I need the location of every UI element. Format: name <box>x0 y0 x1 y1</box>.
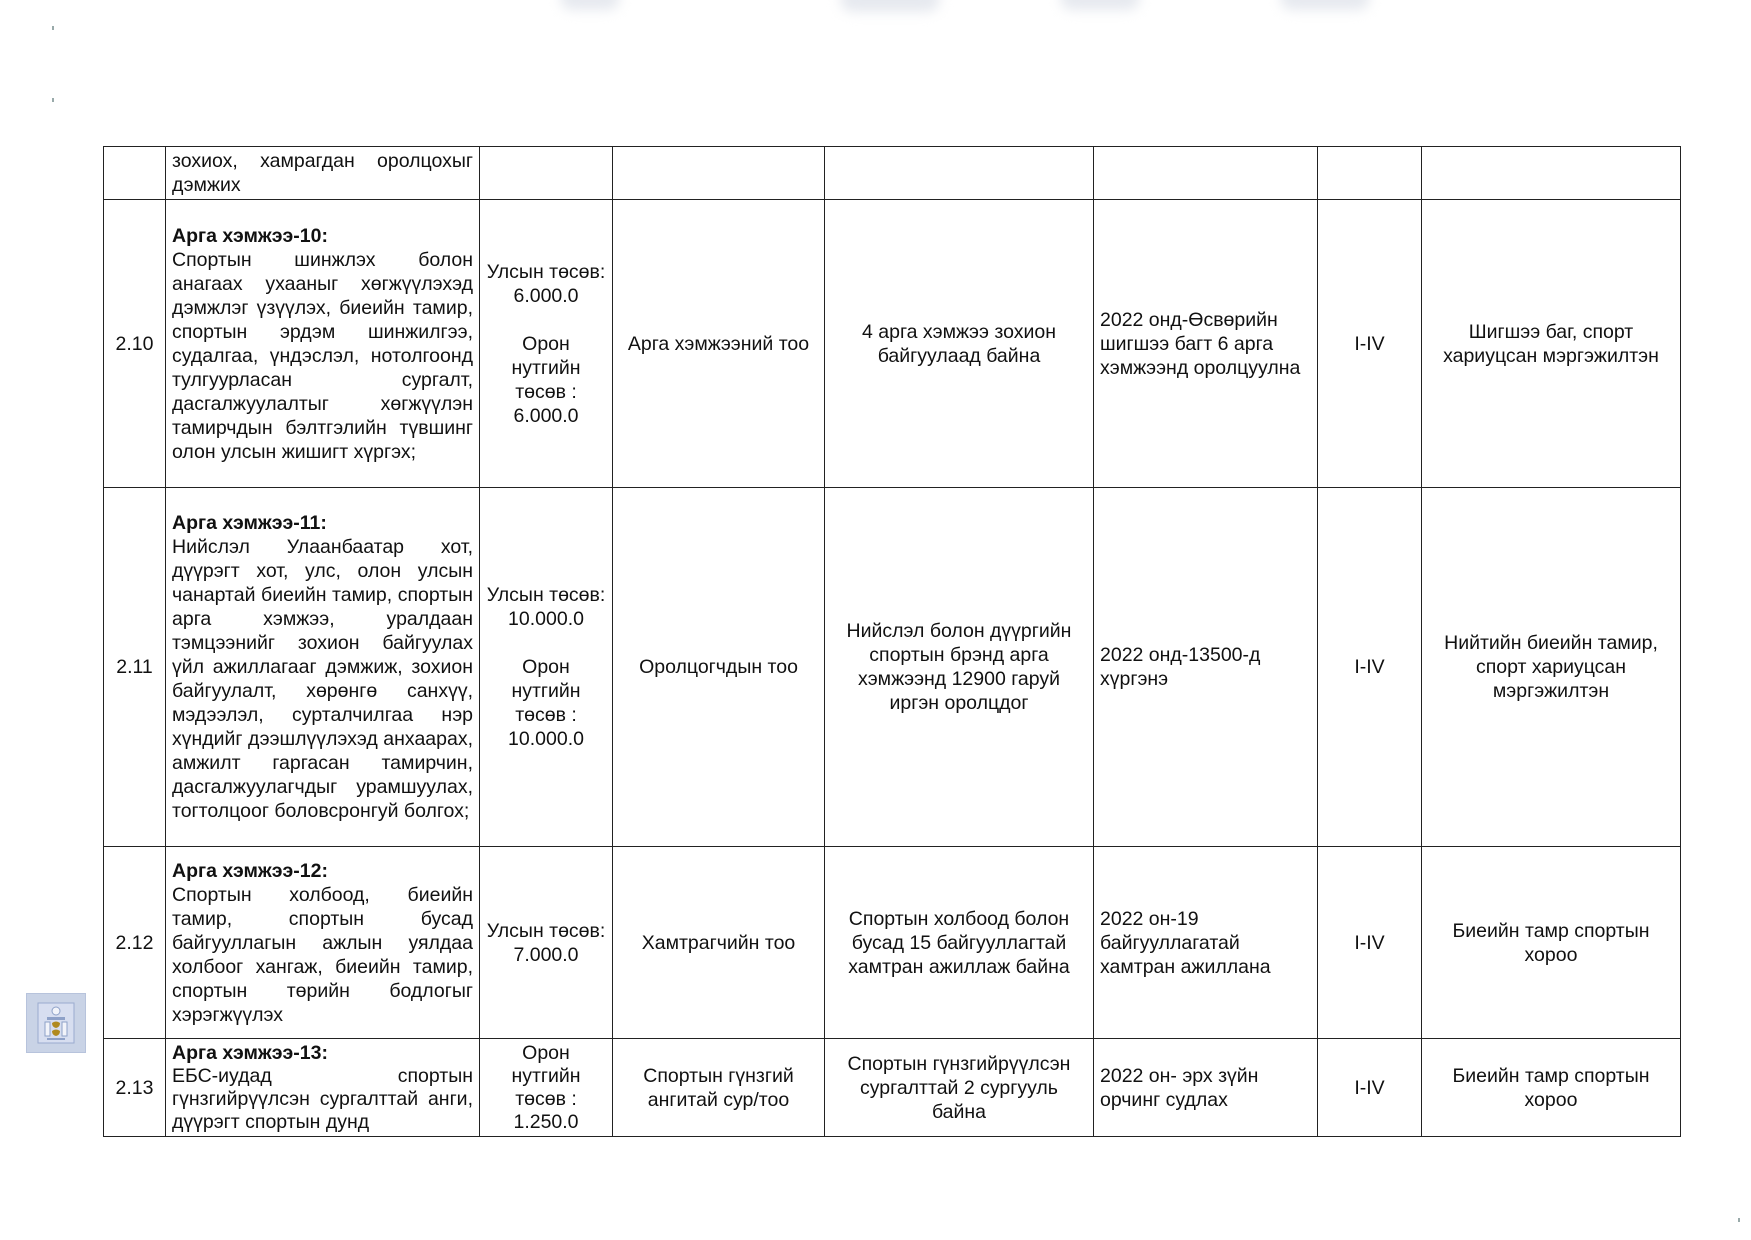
action-plan-table <box>103 146 1681 1137</box>
activity-text: Спортын холбоод, биеийн тамир, спортын бусад байгууллагын ажлын уялдаа холбоог хангаж, биеийн тамир, спортын төрийн бодлогыг хэрэгжүүлэх <box>172 883 473 1026</box>
table-row <box>104 147 1681 200</box>
local-budget: Орон нутгийн төсөв : 10.000.0 <box>508 656 584 750</box>
activity-text: Спортын шинжлэх болон анагаах ухааныг хөгжүүлэхэд дэмжлэг үзүүлэх, биеийн тамир, спортын эрдэм шинжилгээ, судалгаа, үндэслэл, нотолгоонд тулгуурласан сургалт, дасгалжуулалтыг хөгжүүлэн тамирчдын бэлтгэлийн түвшинг олон улсын жишигт хүргэх; <box>172 248 473 463</box>
activity-cell <box>166 200 480 488</box>
scan-speck <box>1738 1218 1740 1222</box>
activity-heading: Арга хэмжээ-10: <box>172 224 328 247</box>
period-cell: I-IV <box>1318 200 1422 488</box>
indicator-cell: Оролцогчдын тоо <box>613 488 825 847</box>
activity-cell <box>166 488 480 847</box>
local-budget: Орон нутгийн төсөв : 6.000.0 <box>511 332 581 427</box>
budget-cell <box>480 1039 613 1137</box>
table-row <box>104 200 1681 488</box>
row-number: 2.11 <box>104 488 166 847</box>
responsible-cell: Нийтийн биеийн тамир, спорт хариуцсан мэргэжилтэн <box>1422 488 1681 847</box>
state-budget: Улсын төсөв: 7.000.0 <box>486 919 606 966</box>
table-row <box>104 847 1681 1039</box>
period-cell: I-IV <box>1318 847 1422 1039</box>
budget-cell <box>480 200 613 488</box>
activity-cell <box>166 1039 480 1137</box>
period-cell: I-IV <box>1318 488 1422 847</box>
activity-heading: Арга хэмжээ-11: <box>172 512 327 534</box>
indicator-cell <box>613 147 825 200</box>
scan-speck <box>52 98 54 102</box>
row-number: 2.13 <box>104 1039 166 1137</box>
indicator-cell: Хамтрагчийн тоо <box>613 847 825 1039</box>
responsible-cell: Биеийн тамр спортын хороо <box>1422 847 1681 1039</box>
responsible-cell: Шигшээ баг, спорт хариуцсан мэргэжилтэн <box>1422 200 1681 488</box>
state-budget: Улсын төсөв: 10.000.0 <box>486 584 606 630</box>
row-number: 2.12 <box>104 847 166 1039</box>
target-cell: 2022 он- эрх зүйн орчинг судлах <box>1094 1039 1318 1137</box>
activity-text: ЕБС-иудад спортын гүнзгийрүүлсэн сургалттай анги, дүүрэгт спортын дунд <box>172 1064 473 1133</box>
activity-cell <box>166 847 480 1039</box>
baseline-cell: 4 арга хэмжээ зохион байгуулаад байна <box>825 200 1094 488</box>
baseline-cell <box>825 147 1094 200</box>
period-cell: I-IV <box>1318 1039 1422 1137</box>
target-cell: 2022 онд-13500-д хүргэнэ <box>1094 488 1318 847</box>
activity-text: Нийслэл Улаанбаатар хот, дүүрэгт хот, улс, олон улсын чанартай биеийн тамир, спортын арга хэмжээ, уралдаан тэмцээнийг зохион байгуулах үйл ажиллагааг дэмжиж, зохион байгуулалт, хөрөнгө санхүү, мэдээлэл, сурталчилгаа нэр хүндийг дээшлүүлэхэд анхаарах, амжилт гаргасан тамирчин, дасгалжуулагчдыг урамшуулах, тогтолцоог боловсронгуй болгох; <box>172 536 473 822</box>
scan-shadow <box>1280 0 1370 10</box>
row-number: 2.10 <box>104 200 166 488</box>
target-cell: 2022 он-19 байгууллагатай хамтран ажиллана <box>1094 847 1318 1039</box>
state-budget: Улсын төсөв: 6.000.0 <box>486 260 606 307</box>
indicator-cell: Арга хэмжээний тоо <box>613 200 825 488</box>
target-cell <box>1094 147 1318 200</box>
row-number <box>104 147 166 200</box>
baseline-cell: Спортын холбоод болон бусад 15 байгууллагтай хамтран ажиллаж байна <box>825 847 1094 1039</box>
baseline-cell: Спортын гүнзгийрүүлсэн сургалттай 2 сургууль байна <box>825 1039 1094 1137</box>
budget-cell <box>480 847 613 1039</box>
local-budget: Орон нутгийн төсөв : 1.250.0 <box>511 1041 581 1133</box>
table-row <box>104 488 1681 847</box>
activity-cell <box>166 147 480 200</box>
scan-shadow <box>560 0 620 10</box>
target-cell: 2022 онд-Өсвөрийн шигшээ багт 6 арга хэмжээнд оролцуулна <box>1094 200 1318 488</box>
activity-heading: Арга хэмжээ-12: <box>172 859 328 882</box>
mongolian-emblem-stamp-icon <box>26 993 86 1053</box>
responsible-cell: Биеийн тамр спортын хороо <box>1422 1039 1681 1137</box>
scan-shadow <box>1060 0 1140 10</box>
activity-text: зохиох, хамрагдан оролцохыг дэмжих <box>172 150 473 196</box>
scan-shadow <box>840 0 940 12</box>
scan-speck <box>52 26 54 30</box>
period-cell <box>1318 147 1422 200</box>
indicator-cell: Спортын гүнзгий ангитай сур/тоо <box>613 1039 825 1137</box>
responsible-cell <box>1422 147 1681 200</box>
budget-cell <box>480 147 613 200</box>
budget-cell <box>480 488 613 847</box>
activity-heading: Арга хэмжээ-13: <box>172 1041 328 1064</box>
table-row <box>104 1039 1681 1137</box>
baseline-cell: Нийслэл болон дүүргийн спортын брэнд арга хэмжээнд 12900 гаруй иргэн оролцдог <box>825 488 1094 847</box>
